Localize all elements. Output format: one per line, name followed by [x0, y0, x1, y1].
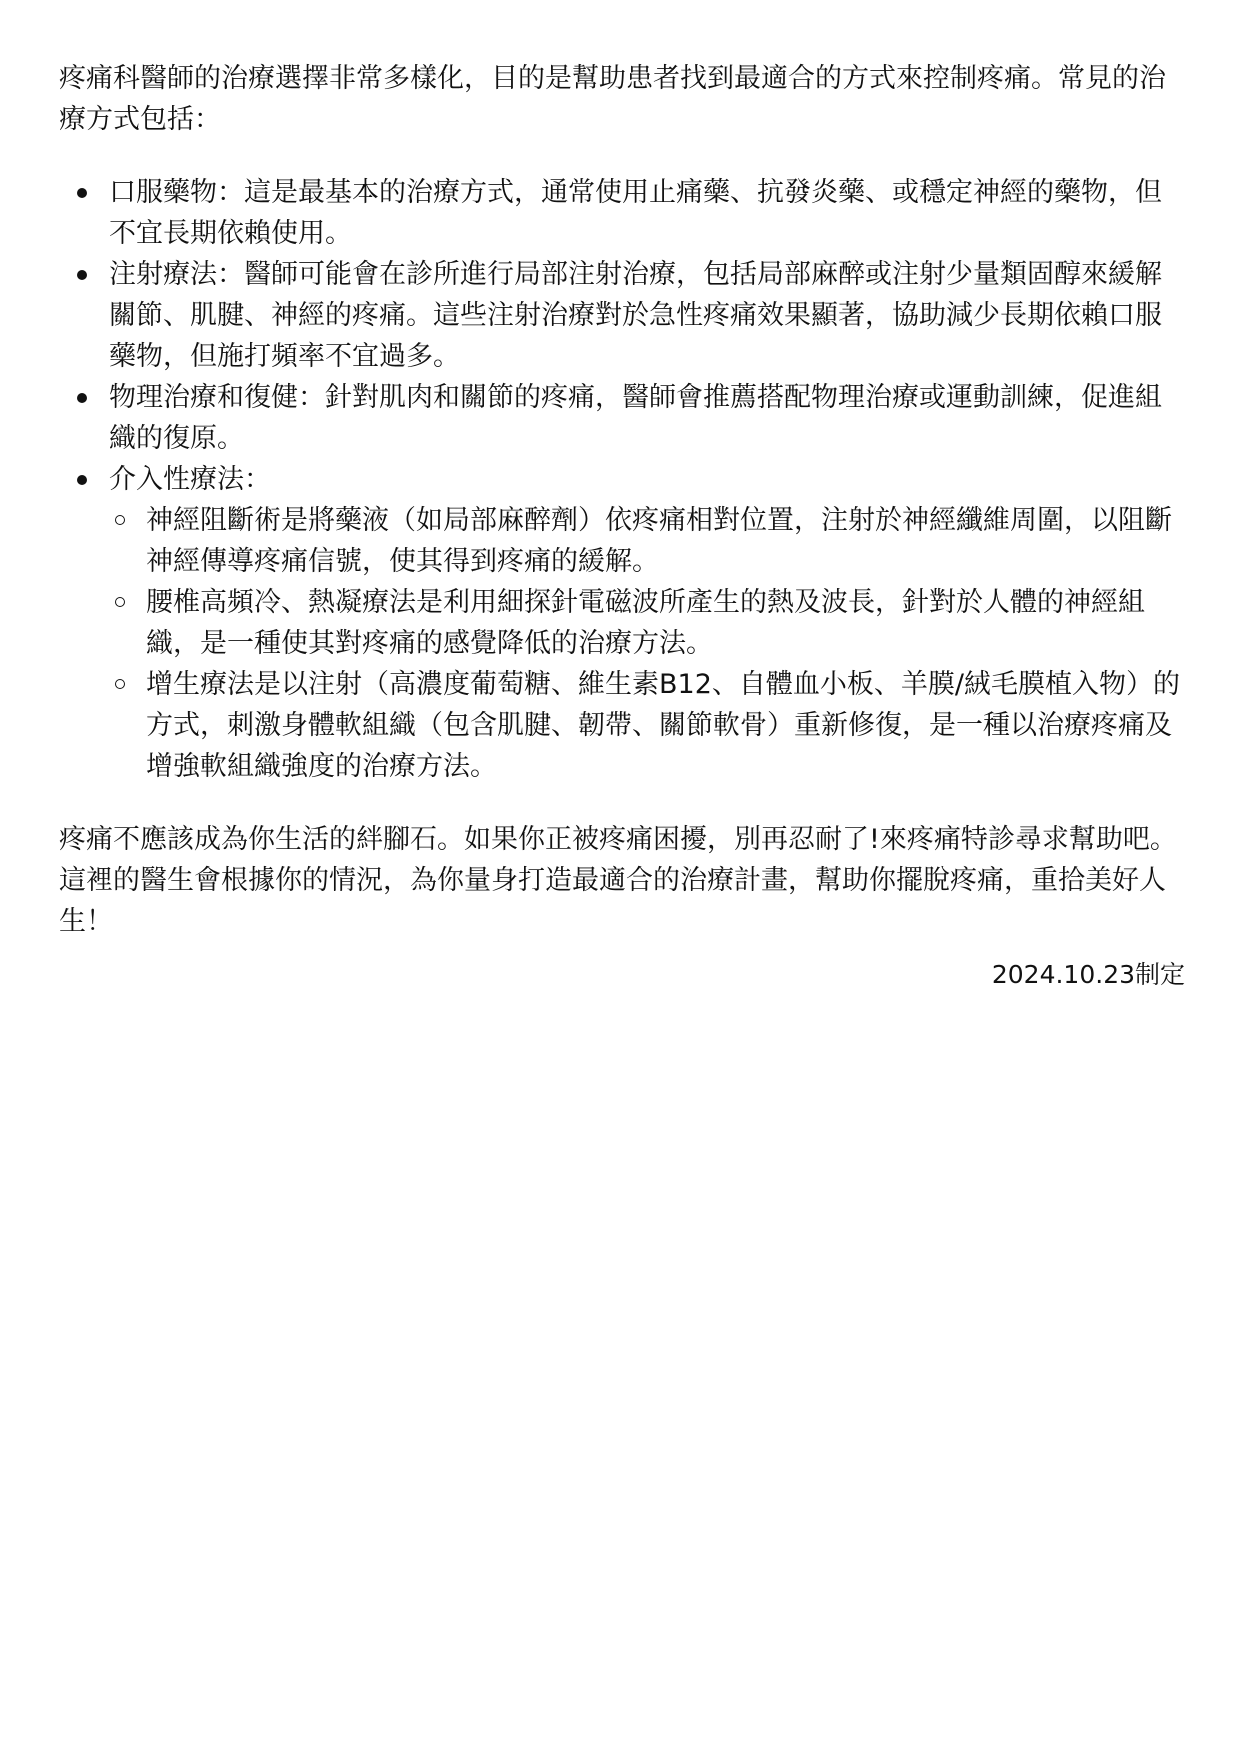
bullet-icon [77, 393, 87, 403]
sub-list-item [109, 582, 1185, 664]
sub-list-item [109, 664, 1185, 787]
closing-paragraph: 疼痛不應該成為你生活的絆腳石。如果你正被疼痛困擾，別再忍耐了!來疼痛特診尋求幫助吧。這裡的醫生會根據你的情況，為你量身打造最適合的治療計畫，幫助你擺脫疼痛，重拾美好人生！ [59, 824, 1177, 937]
treatment-list [59, 172, 1185, 787]
hollow-bullet-icon [115, 679, 125, 689]
prolotherapy-text: 增生療法是以注射（高濃度葡萄糖、維生素B12、自體血小板、羊膜/絨毛膜植入物）的方式，刺激身體軟組織（包含肌腱、韌帶、關節軟骨）重新修復，是一種以治療疼痛及增強軟組織強度的治療方法。 [146, 669, 1180, 782]
treatment-interventional: 介入性療法： [109, 464, 271, 495]
intro-paragraph: 疼痛科醫師的治療選擇非常多樣化，目的是幫助患者找到最適合的方式來控制疼痛。常見的治療方式包括： [59, 63, 1166, 135]
treatment-physical-therapy: 物理治療和復健：針對肌肉和關節的疼痛，醫師會推薦搭配物理治療或運動訓練，促進組織的復原。 [109, 382, 1162, 454]
nerve-block-text: 神經阻斷術是將藥液（如局部麻醉劑）依疼痛相對位置，注射於神經纖維周圍，以阻斷神經傳導疼痛信號，使其得到疼痛的緩解。 [146, 505, 1172, 577]
hollow-bullet-icon [115, 515, 125, 525]
hollow-bullet-icon [115, 597, 125, 607]
bullet-icon [77, 270, 87, 280]
date-stamp: 2024.10.23制定 [991, 960, 1185, 989]
radiofrequency-text: 腰椎高頻冷、熱凝療法是利用細探針電磁波所產生的熱及波長，針對於人體的神經組織，是一種使其對疼痛的感覺降低的治療方法。 [146, 587, 1145, 659]
document-body [59, 58, 1185, 942]
treatment-oral-medication: 口服藥物：這是最基本的治療方式，通常使用止痛藥、抗發炎藥、或穩定神經的藥物，但不宜長期依賴使用。 [109, 177, 1162, 249]
bullet-icon [77, 475, 87, 485]
list-item [59, 254, 1185, 377]
list-item [59, 172, 1185, 254]
list-item [59, 459, 1185, 787]
list-item [59, 377, 1185, 459]
treatment-injection: 注射療法：醫師可能會在診所進行局部注射治療，包括局部麻醉或注射少量類固醇來緩解關節、肌腱、神經的疼痛。這些注射治療對於急性疼痛效果顯著，協助減少長期依賴口服藥物，但施打頻率不宜過多。 [109, 259, 1162, 372]
sub-list-item [109, 500, 1185, 582]
bullet-icon [77, 188, 87, 198]
interventional-sublist [109, 500, 1185, 787]
